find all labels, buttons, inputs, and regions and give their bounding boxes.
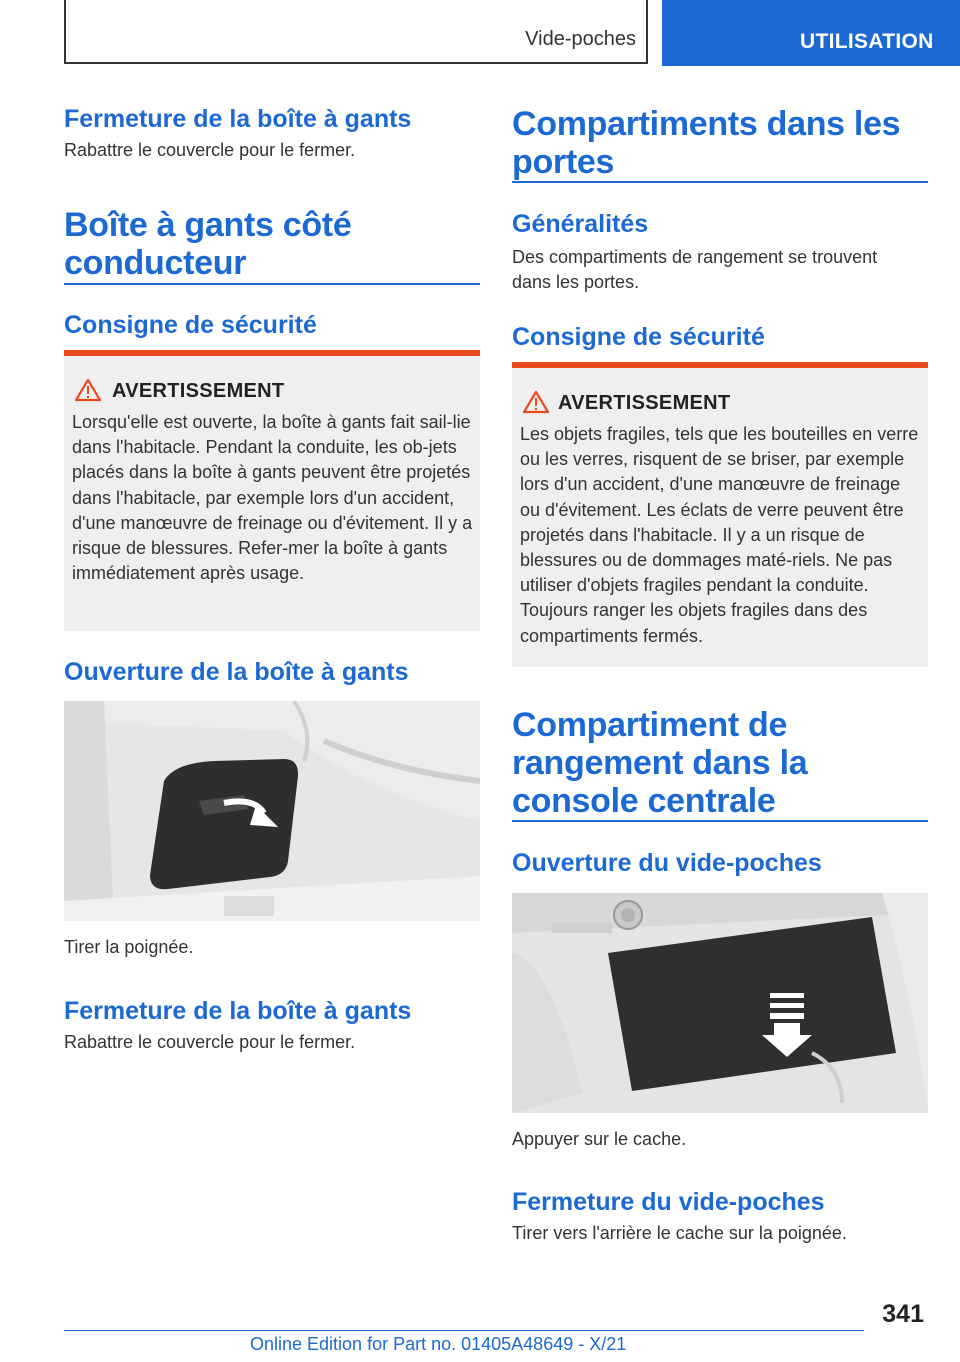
left-close <box>64 996 484 1055</box>
glovebox-drawing <box>64 701 480 921</box>
text-general: Des compartiments de rangement se trouvent dans les portes. <box>512 247 878 292</box>
left-section-1 <box>64 104 484 163</box>
heading-glovebox-open: Ouverture de la boîte à gants <box>64 658 409 686</box>
heading-center-console: Compartiment de rangement dans la console centrale <box>512 706 808 820</box>
heading-glovebox-close: Fermeture de la boîte à gants <box>64 997 412 1025</box>
right-open <box>512 848 932 878</box>
text-glovebox-close: Rabattre le couvercle pour le fermer. <box>64 1032 356 1052</box>
heading-glovebox-close-top: Fermeture de la boîte à gants <box>64 105 412 133</box>
right-safety <box>512 322 932 352</box>
glovebox-illustration <box>64 701 480 921</box>
warning-box-right <box>512 362 928 667</box>
console-drawing <box>512 893 928 1113</box>
warning-text-right: Les objets fragiles, tels que les bouteilles en verre ou les verres, risquent de se briser, par exemple lors d'un accident, d'une manœuvre de freinage ou d'évitement. Les éclats de verre peuvent être projetés dans l'habitacle. Il y a un risque de blessures ou de dommages maté-riels. Ne pas utiliser d'objets fragiles pendant la conduite. Toujours ranger les objets fragiles dans des compartiments fermés. <box>520 424 919 646</box>
warning-triangle-icon <box>74 378 102 402</box>
section-rule <box>512 181 928 183</box>
caption-tray-open: Appuyer sur le cache. <box>512 1129 687 1149</box>
warning-triangle-icon <box>522 390 550 414</box>
left-safety <box>64 310 484 340</box>
heading-safety-left: Consigne de sécurité <box>64 311 317 339</box>
heading-tray-open: Ouverture du vide-poches <box>512 849 822 877</box>
warning-text-left: Lorsqu'elle est ouverte, la boîte à gants fait sail-lie dans l'habitacle. Pendant la conduite, les ob-jets placés dans la boîte à gants peuvent être projetés dans l'habitacle, par exemple lors d'un accident, d'une manœuvre de freinage ou d'évitement. Il y a risque de blessures. Refer-mer la boîte à gants immédiatement après usage. <box>72 412 473 584</box>
console-illustration <box>512 893 928 1113</box>
heading-driver-glovebox: Boîte à gants côté conducteur <box>64 206 352 282</box>
right-close <box>512 1187 932 1246</box>
warning-box-left <box>64 350 480 631</box>
header-chapter-tab: UTILISATION <box>662 0 960 66</box>
page-number: 341 <box>882 1300 924 1328</box>
section-rule <box>64 283 480 285</box>
caption-glovebox-open: Tirer la poignée. <box>64 937 194 957</box>
right-console <box>512 706 932 820</box>
warning-label-left: AVERTISSEMENT <box>112 380 285 402</box>
heading-general: Généralités <box>512 210 649 238</box>
heading-tray-close: Fermeture du vide-poches <box>512 1188 825 1216</box>
left-section-2 <box>64 206 484 282</box>
left-open <box>64 657 484 687</box>
footer-rule <box>64 1330 864 1331</box>
text-tray-close: Tirer vers l'arrière le cache sur la poignée. <box>512 1223 847 1243</box>
header-section-title: Vide-poches <box>525 28 636 50</box>
text-glovebox-close-top: Rabattre le couvercle pour le fermer. <box>64 140 356 160</box>
footer-edition: Online Edition for Part no. 01405A48649 - X/21 <box>250 1334 627 1354</box>
heading-door-compartments: Compartiments dans les portes <box>512 105 901 181</box>
section-rule <box>512 820 928 822</box>
warning-label-right: AVERTISSEMENT <box>558 392 731 414</box>
heading-safety-right: Consigne de sécurité <box>512 323 765 351</box>
right-doors <box>512 105 932 181</box>
right-general <box>512 209 932 295</box>
